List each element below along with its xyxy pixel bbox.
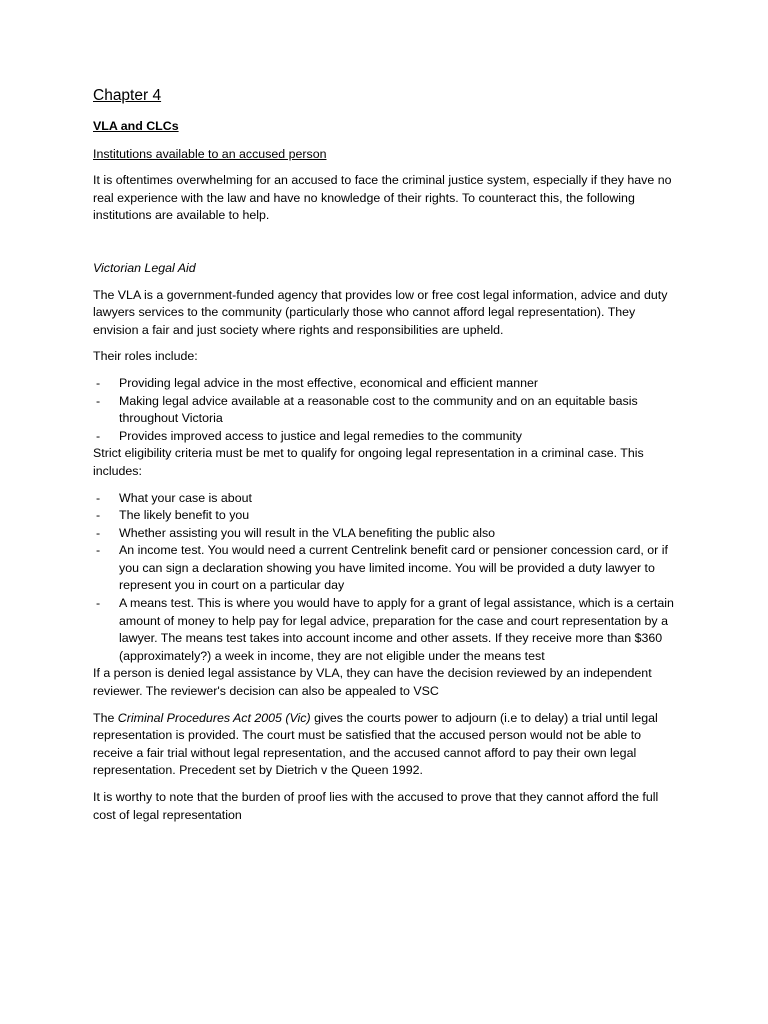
list-marker: - [96, 543, 101, 558]
vla-paragraph: The VLA is a government-funded agency that provides low or free cost legal information, advice and duty lawyers services to the community (particularly those who cannot afford legal representation). They envision a fair and just society where rights and responsibilities are upheld. [93, 287, 668, 337]
act-paragraph-rest: gives the courts power to adjourn (i.e to delay) a trial until legal representation is provided. The court must be satisfied that the accused person would not be able to receive a fair trial without legal representation, and the accused cannot afford to pay their own legal representation. Precedent set by Dietrich v the Queen 1992. [93, 710, 658, 778]
act-paragraph [93, 710, 683, 780]
list-marker: - [96, 393, 101, 408]
list-item [93, 525, 683, 543]
list-item-text: Whether assisting you will result in the VLA benefiting the public also [119, 525, 496, 540]
act-paragraph-prefix: The [93, 710, 118, 725]
list-item-text: A means test. This is where you would have to apply for a grant of legal assistance, which is a certain amount of money to help pay for legal advice, preparation for the case and court representation by a lawyer. The means test takes into account income and other assets. If they receive more than $360 (approximately?) a week in income, they are not eligible under the means test [119, 596, 674, 663]
list-item [93, 507, 683, 525]
list-item [93, 428, 683, 446]
denied-paragraph: If a person is denied legal assistance by VLA, they can have the decision reviewed by an independent reviewer. The reviewer's decision can also be appealed to VSC [93, 666, 652, 699]
roles-list [93, 375, 683, 445]
criteria-list [93, 490, 683, 666]
list-item [93, 595, 683, 665]
list-marker: - [96, 428, 101, 443]
subsection-title: Institutions available to an accused person [93, 146, 327, 161]
list-marker: - [96, 490, 101, 505]
list-item-text: Provides improved access to justice and legal remedies to the community [119, 428, 522, 443]
list-item-text: An income test. You would need a current Centrelink benefit card or pensioner concession card, or if you can sign a declaration showing you have limited income. You will be provided a duty lawyer to represent you in court on a particular day [119, 543, 668, 593]
list-item-text: Providing legal advice in the most effective, economical and efficient manner [119, 375, 538, 390]
document-page [93, 86, 683, 824]
roles-intro: Their roles include: [93, 349, 198, 364]
intro-paragraph: It is oftentimes overwhelming for an accused to face the criminal justice system, especially if they have no real experience with the law and have no knowledge of their rights. To counteract this, the following institutions are available to help. [93, 173, 672, 223]
list-marker: - [96, 525, 101, 540]
list-item [93, 490, 683, 508]
list-item [93, 542, 683, 595]
list-marker: - [96, 375, 101, 390]
chapter-title: Chapter 4 [93, 87, 162, 104]
vla-heading: Victorian Legal Aid [93, 260, 196, 275]
list-item [93, 375, 683, 393]
list-item-text: What your case is about [119, 490, 252, 505]
list-marker: - [96, 596, 101, 611]
list-item-text: The likely benefit to you [119, 508, 250, 523]
list-item-text: Making legal advice available at a reasonable cost to the community and on an equitable basis throughout Victoria [119, 393, 638, 426]
eligibility-intro: Strict eligibility criteria must be met to qualify for ongoing legal representation in a criminal case. This includes: [93, 446, 644, 478]
list-item [93, 393, 683, 428]
section-title: VLA and CLCs [93, 119, 179, 133]
act-name: Criminal Procedures Act 2005 (Vic) [117, 710, 311, 725]
burden-paragraph: It is worthy to note that the burden of proof lies with the accused to prove that they cannot afford the full cost of legal representation [93, 790, 659, 822]
list-marker: - [96, 508, 101, 523]
